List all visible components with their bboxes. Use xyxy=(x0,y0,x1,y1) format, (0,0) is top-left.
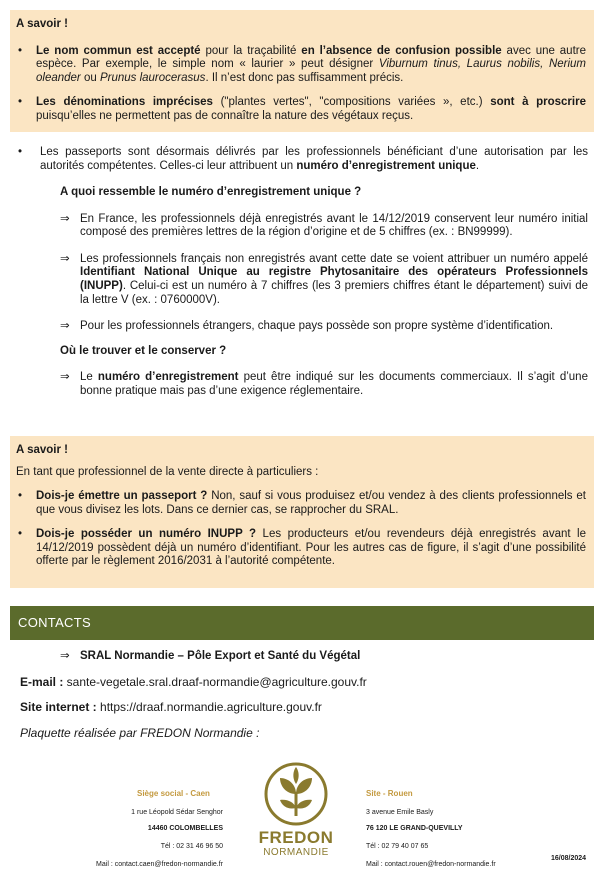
email-line xyxy=(20,675,367,689)
text: puisqu’elles ne permettent pas de connaître la nature des végétaux reçus. xyxy=(36,109,414,122)
text: En France, les professionnels déjà enregistrés avant le 14/12/2019 conservent leur numéro initial composé des premières lettres de la région d’origine et de 5 chiffres (ex. : BN99999). xyxy=(80,212,588,239)
text-bold: Les dénominations imprécises xyxy=(36,96,213,109)
info-box-2 xyxy=(10,436,594,588)
arrow-right-icon: ⇒ xyxy=(60,371,70,384)
question-heading: A quoi ressemble le numéro d’enregistrement unique ? xyxy=(60,186,362,199)
text: avec une autre espèce. Par exemple, le simple nom « laurier » peut désigner xyxy=(36,44,586,71)
arrow-right-icon: ⇒ xyxy=(60,252,70,265)
text: Le xyxy=(80,371,98,384)
list-item xyxy=(16,96,586,123)
footer-left-addr1: 1 rue Léopold Sédar Senghor xyxy=(131,809,223,816)
bullet-icon: • xyxy=(18,44,23,57)
footer-left-tel: Tél : 02 31 46 96 50 xyxy=(160,843,223,850)
footer-left-addr2: 14460 COLOMBELLES xyxy=(147,825,223,832)
text-bold: numéro d’enregistrement xyxy=(97,371,239,384)
text-bold: sont à proscrire xyxy=(490,96,586,109)
arrow-right-icon: ⇒ xyxy=(60,650,70,662)
list-item xyxy=(16,528,586,569)
list-item xyxy=(16,146,588,173)
footer-right-addr1: 3 avenue Emile Basly xyxy=(366,809,434,816)
text-italic: Prunus laurocerasus xyxy=(99,71,206,84)
info-box-1 xyxy=(10,10,594,132)
text: Les producteurs et/ou revendeurs déjà enregistrés avant le 14/12/2019 possèdent déjà un numéro d’identifiant. Pour les autres cas de figure, il s’agit d’une possibilité offerte par le règlement 2016/2031 à l’autorité compétente. xyxy=(36,528,586,568)
logo-name: FREDON xyxy=(258,828,334,847)
email-label: E-mail : xyxy=(20,675,64,689)
bullet-icon: • xyxy=(18,146,23,158)
list-item xyxy=(60,213,588,240)
text-bold: Dois-je émettre un passeport ? xyxy=(36,490,208,503)
fredon-logo xyxy=(256,758,336,868)
text: peut être indiqué sur les documents commerciaux. Il s’agit d’une bonne pratique mais pas d’une exigence réglementaire. xyxy=(80,371,588,397)
box-title: A savoir ! xyxy=(16,444,68,456)
footer-right-tel: Tél : 02 79 40 07 65 xyxy=(366,843,429,850)
site-link[interactable]: https://draaf.normandie.agriculture.gouv.fr xyxy=(96,700,322,714)
logo-subtitle: NORMANDIE xyxy=(263,847,329,858)
footer-left-title: Siège social - Caen xyxy=(137,789,210,798)
text: . xyxy=(475,159,480,172)
bullet-icon: • xyxy=(18,96,23,109)
arrow-right-icon: ⇒ xyxy=(60,320,70,333)
text: Pour les professionnels étrangers, chaque pays possède son propre système d’identification. xyxy=(80,320,554,333)
text-bold: SRAL Normandie – Pôle Export et Santé du Végétal xyxy=(80,650,361,662)
footer-right-mail: Mail : contact.rouen@fredon-normandie.fr xyxy=(366,861,496,868)
bullet-icon: • xyxy=(18,490,23,503)
footer-right-title: Site - Rouen xyxy=(366,789,413,798)
list-item xyxy=(60,253,588,307)
arrow-right-icon: ⇒ xyxy=(60,212,70,225)
text: pour la traçabilité xyxy=(200,44,302,57)
text: ("plantes vertes", "compositions variées », etc.) xyxy=(212,96,491,109)
site-line xyxy=(20,700,322,714)
contacts-heading: CONTACTS xyxy=(10,606,594,640)
text-bold: en l’absence de confusion possible xyxy=(301,44,502,57)
text-bold: numéro d’enregistrement unique xyxy=(296,159,476,172)
passports-section xyxy=(16,146,588,398)
footer-left-mail: Mail : contact.caen@fredon-normandie.fr xyxy=(96,861,223,868)
site-label: Site internet : xyxy=(20,700,97,714)
credit-line: Plaquette réalisée par FREDON Normandie : xyxy=(20,726,260,740)
text: ou xyxy=(80,71,100,84)
text: Non, sauf si vous produisez et/ou vendez à des clients professionnels et que vous divisez les lots. Dans ce dernier cas, se rapprocher du SRAL. xyxy=(36,490,586,516)
sral-line xyxy=(60,650,601,664)
text: . Celui-ci est un numéro à 7 chiffres (les 3 premiers chiffres étant le département) suivi de la lettre V (ex. : 0760000V). xyxy=(80,279,588,306)
document-date: 16/08/2024 xyxy=(551,855,587,862)
list-item xyxy=(60,320,588,334)
text: Les professionnels français non enregistrés avant cette date se voient attribuer un numéro appelé xyxy=(80,252,588,265)
list-item xyxy=(60,371,588,398)
text-bold: Le nom commun est accepté xyxy=(36,44,201,57)
email-link[interactable]: sante-vegetale.sral.draaf-normandie@agriculture.gouv.fr xyxy=(63,675,367,689)
text: . Il n’est donc pas suffisamment précis. xyxy=(205,71,404,84)
text-bold: Identifiant National Unique au registre Phytosanitaire des opérateurs Professionnels (INUPP) xyxy=(80,266,588,292)
text: Les passeports sont désormais délivrés par les professionnels bénéficiant d’une autorisation par les autorités compétentes. Celles-ci leur attribuent un xyxy=(40,146,588,172)
box-intro: En tant que professionnel de la vente directe à particuliers : xyxy=(16,465,319,478)
text-bold: Dois-je posséder un numéro INUPP ? xyxy=(36,528,257,541)
text-italic: Viburnum tinus, Laurus nobilis, Nerium oleander xyxy=(36,58,587,84)
leaf-logo-icon xyxy=(256,758,336,828)
question-heading: Où le trouver et le conserver ? xyxy=(60,344,227,357)
bullet-icon: • xyxy=(18,528,23,541)
footer-right-addr2: 76 120 LE GRAND-QUEVILLY xyxy=(366,825,463,832)
list-item xyxy=(16,45,586,86)
list-item xyxy=(16,490,586,517)
box-title: A savoir ! xyxy=(16,18,68,30)
